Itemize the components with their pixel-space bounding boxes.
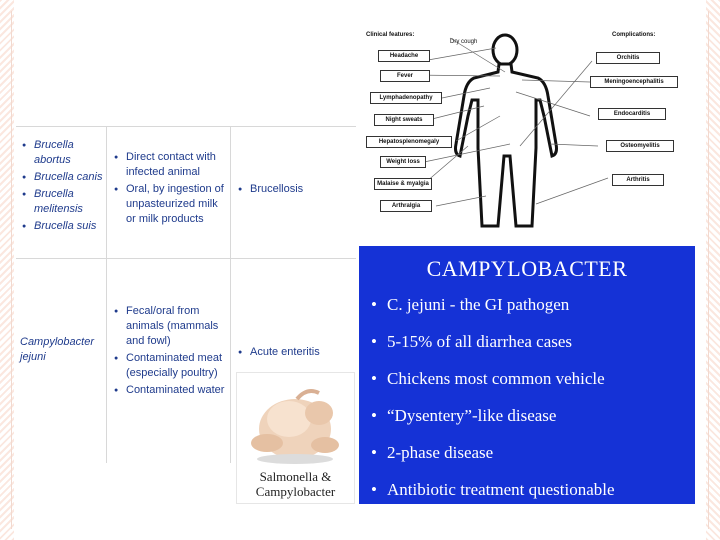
- list-item: ● Acute enteritis: [238, 345, 350, 360]
- campylobacter-transmission-list: [114, 304, 230, 400]
- list-item: ● Fecal/oral from animals (mammals and fowl): [114, 304, 230, 349]
- complication-label: Osteomyelitis: [606, 140, 674, 152]
- list-item: ● Direct contact with infected animal: [114, 150, 230, 180]
- list-item: • C. jejuni - the GI pathogen: [371, 295, 570, 314]
- clinical-feature-label: Arthralgia: [380, 200, 432, 212]
- brucellosis-body-diagram: [360, 26, 690, 246]
- table-divider: [16, 126, 356, 127]
- clinical-feature-label: Night sweats: [374, 114, 434, 126]
- raw-chicken-illustration: [237, 373, 354, 469]
- table-divider: [230, 126, 231, 463]
- brucella-organism-list: [22, 138, 106, 236]
- table-divider: [16, 258, 356, 259]
- clinical-feature-label: Lymphadenopathy: [370, 92, 442, 104]
- clinical-feature-label: Hepatosplenomegaly: [366, 136, 452, 148]
- brucella-transmission-list: [114, 150, 230, 229]
- table-divider: [106, 126, 107, 463]
- clinical-feature-label: Malaise & myalgia: [374, 178, 432, 190]
- list-item: ● Oral, by ingestion of unpasteurized milk or milk products: [114, 182, 230, 227]
- complication-label: Orchitis: [596, 52, 660, 64]
- chicken-caption: Salmonella & Campylobacter: [255, 469, 336, 499]
- list-item: ● Contaminated meat (especially poultry): [114, 351, 230, 381]
- complication-label: Arthritis: [612, 174, 664, 186]
- dry-cough-label: Dry cough: [450, 39, 478, 45]
- clinical-feature-label: Weight loss: [380, 156, 426, 168]
- campylobacter-disease-list: [238, 345, 350, 362]
- clinical-feature-label: Fever: [380, 70, 430, 82]
- list-item: • Chickens most common vehicle: [371, 369, 605, 388]
- campylobacter-slide: [359, 246, 695, 504]
- list-item: ● Contaminated water: [114, 383, 230, 398]
- chicken-image: [236, 372, 355, 504]
- campylobacter-title: CAMPYLOBACTER: [426, 256, 628, 281]
- list-item: ● Brucellosis: [238, 182, 350, 197]
- brucella-disease-list: [238, 182, 350, 199]
- clinical-features-heading: Clinical features:: [366, 32, 415, 38]
- complication-label: Meningoencephalitis: [590, 76, 678, 88]
- list-item: • Antibiotic treatment questionable: [371, 480, 615, 499]
- list-item: • 5-15% of all diarrhea cases: [371, 332, 573, 351]
- list-item: • “Dysentery”-like disease: [371, 406, 557, 425]
- clinical-feature-label: Headache: [378, 50, 430, 62]
- campylobacter-bullets: [371, 294, 615, 516]
- complications-heading: Complications:: [612, 32, 656, 38]
- list-item: ● Brucella suis: [22, 219, 106, 234]
- campylobacter-organism: Campylobacter jejuni: [20, 336, 94, 363]
- complication-label: Endocarditis: [598, 108, 666, 120]
- list-item: • 2-phase disease: [371, 443, 494, 462]
- list-item: ● Brucella canis: [22, 170, 106, 185]
- list-item: ● Brucella abortus: [22, 138, 106, 168]
- list-item: ● Brucella melitensis: [22, 187, 106, 217]
